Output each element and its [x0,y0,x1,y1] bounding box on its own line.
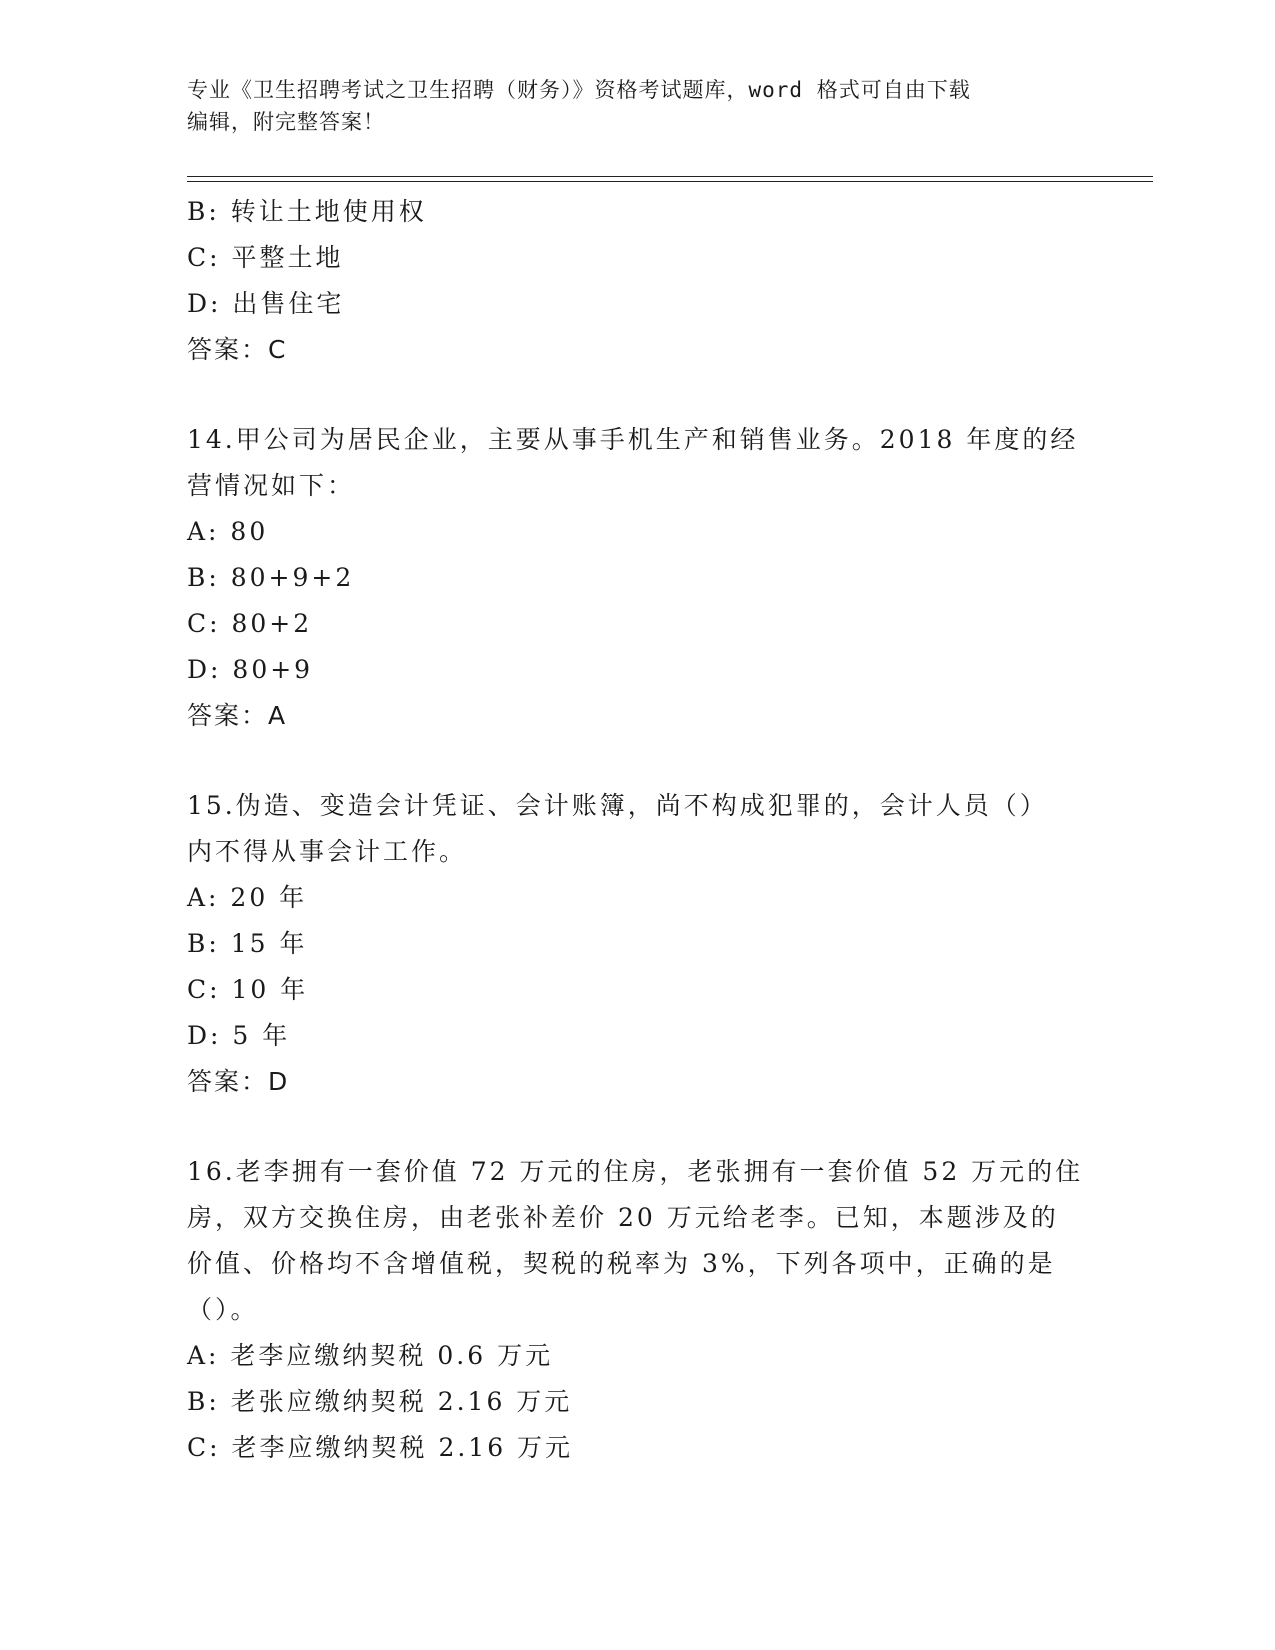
header-line-2: 编辑，附完整答案！ [187,110,385,134]
option-a: A: 80 [187,517,269,546]
question-text: 16.老李拥有一套价值 72 万元的住房，老张拥有一套价值 52 万元的住 [187,1157,1084,1186]
document-header [187,74,1087,138]
option-d: D: 80+9 [187,655,314,684]
question-text: 营情况如下： [187,471,356,500]
option-b: B: 转让土地使用权 [187,197,427,226]
question-text: 房，双方交换住房，由老张补差价 20 万元给老李。已知，本题涉及的 [187,1203,1059,1232]
option-b: B: 老张应缴纳契税 2.16 万元 [187,1387,573,1416]
question-text: 价值、价格均不含增值税，契税的税率为 3%，下列各项中，正确的是 [187,1249,1056,1278]
question-block-16 [187,1149,1087,1471]
option-c: C: 平整土地 [187,243,344,272]
question-text: 15.伪造、变造会计凭证、会计账簿，尚不构成犯罪的，会计人员（） [187,791,1048,820]
question-spacer [187,1105,1087,1149]
header-line-1: 专业《卫生招聘考试之卫生招聘（财务）》资格考试题库，word 格式可自由下载 [187,78,971,102]
option-a: A: 老李应缴纳契税 0.6 万元 [187,1341,554,1370]
header-divider-bottom [187,181,1153,182]
answer-line: 答案：D [187,1067,290,1096]
option-a: A: 20 年 [187,883,308,912]
question-block-14 [187,417,1087,739]
question-text: （）。 [187,1295,259,1324]
question-block-15 [187,783,1087,1105]
option-c: C: 80+2 [187,609,313,638]
question-text: 14.甲公司为居民企业，主要从事手机生产和销售业务。2018 年度的经 [187,425,1079,454]
question-spacer [187,739,1087,783]
question-spacer [187,373,1087,417]
option-d: D: 5 年 [187,1021,291,1050]
option-b: B: 15 年 [187,929,308,958]
option-b: B: 80+9+2 [187,563,355,592]
header-divider-top [187,176,1153,177]
option-c: C: 10 年 [187,975,309,1004]
answer-line: 答案：C [187,335,288,364]
question-list [187,189,1087,1471]
option-d: D: 出售住宅 [187,289,345,318]
answer-line: 答案：A [187,701,288,730]
question-block-13 [187,189,1087,373]
option-c: C: 老李应缴纳契税 2.16 万元 [187,1433,574,1462]
question-text: 内不得从事会计工作。 [187,837,468,866]
